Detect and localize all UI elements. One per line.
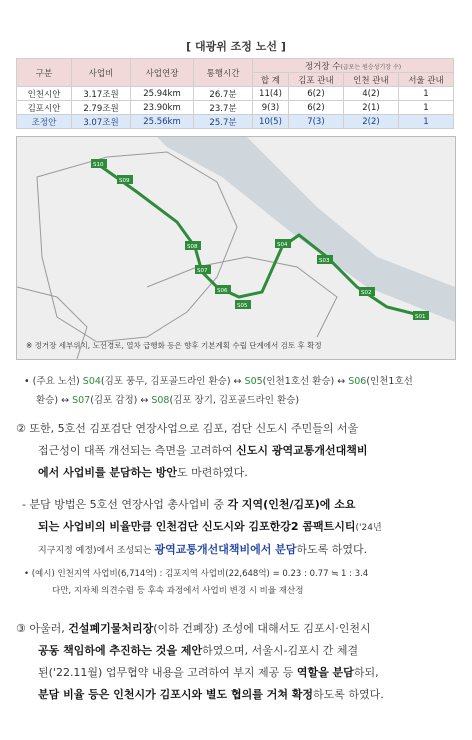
cell-total: 10(5): [253, 115, 289, 129]
cell-incheon: 2(2): [343, 115, 398, 129]
cell-incheon: 2(1): [343, 101, 398, 115]
cell-seoul: 1: [398, 115, 453, 129]
para4-text-2: (이하 건폐장) 조성에 대해서도 김포시·인천시: [153, 622, 371, 635]
paragraph-4: [16, 618, 456, 706]
col-header-seoul: 서울 관내: [398, 73, 453, 87]
para4-bold-2: 공동 책임하에 추진하는 것을 제안: [38, 644, 203, 657]
para3-line-3: [16, 539, 456, 562]
station-s04: [275, 239, 291, 248]
svg-text:S04: S04: [277, 242, 288, 248]
route-s06: S06: [348, 376, 367, 387]
cell-cost: 2.79조원: [72, 101, 131, 115]
cell-gimpo: 6(2): [288, 101, 343, 115]
map-note: ※ 정거장 세부위치, 노선경로, 열차 급행화 등은 향후 기본계획 수립 단계에서 검토 후 확정: [26, 341, 322, 350]
para3-text: - 분담 방법은 5호선 연장사업 총사업비 중: [22, 498, 228, 511]
table-row: [17, 101, 454, 115]
cell-cost: 3.17조원: [72, 87, 131, 101]
col-header-time: 통행시간: [194, 59, 253, 87]
stations-label: 정거장 수: [304, 61, 341, 72]
col-header-gimpo: 김포 관내: [288, 73, 343, 87]
para2-line-1: ② 또한, 5호선 김포검단 연장사업으로 김포, 검단 신도시 주민들의 서울: [16, 422, 359, 435]
cell-total: 11(4): [253, 87, 289, 101]
cell-time: 25.7분: [194, 115, 253, 129]
para3-bold: 각 지역(인천/김포)에 소요: [227, 498, 356, 511]
para3-line-1: [16, 494, 456, 516]
para4-text-5: 하되,: [353, 666, 379, 679]
svg-text:S03: S03: [319, 258, 330, 264]
para4-text-4: 된('22.11월) 업무협약 내용을 고려하여 부지 제공 등: [38, 666, 297, 679]
svg-text:S07: S07: [197, 268, 208, 274]
para3-text-2: ('24년: [355, 523, 382, 533]
route-map: [16, 136, 456, 360]
routes-line-1: [24, 372, 454, 391]
route-map-svg: [17, 137, 455, 359]
cell-name: 김포시안: [17, 101, 72, 115]
col-header-cost: 사업비: [72, 59, 131, 87]
para4-bold-3: 역할을 분담: [296, 666, 354, 679]
svg-text:S10: S10: [93, 162, 104, 168]
para2-text: 접근성이 대폭 개선되는 측면을 고려하여: [38, 444, 237, 457]
cell-cost: 3.07조원: [72, 115, 131, 129]
station-s02: [359, 287, 375, 296]
cell-seoul: 1: [398, 87, 453, 101]
cell-name: 인천시안: [17, 87, 72, 101]
routes-label: • (주요 노선): [24, 376, 83, 387]
station-s03: [317, 255, 333, 264]
col-header-total: 합 계: [253, 73, 289, 87]
svg-text:S09: S09: [119, 178, 130, 184]
cell-length: 25.94km: [131, 87, 194, 101]
station-s05: [235, 300, 251, 309]
para4-line-3: [16, 662, 456, 684]
example-line-1: • (예시) 인천지역 사업비(6,714억) : 김포지역 사업비(22,648억) = 0.23 : 0.77 ≒ 1 : 3.4: [24, 569, 369, 579]
station-s07: [195, 265, 211, 274]
cell-time: 23.7분: [194, 101, 253, 115]
para4-text-3: 하였으며, 서울시-김포시 간 체결: [202, 644, 359, 657]
cell-gimpo: 7(3): [288, 115, 343, 129]
col-header-length: 사업연장: [131, 59, 194, 87]
stations-note: (급포는 원승성기장 수): [340, 63, 402, 71]
station-s09: [117, 175, 133, 184]
para3-blue: 광역교통개선대책비에서 분담: [154, 543, 297, 556]
table-row-highlighted: [17, 115, 454, 129]
para2-bold: 신도시 광역교통개선대책비: [236, 444, 368, 457]
para2-line-2: [16, 440, 456, 462]
main-routes: [24, 372, 454, 410]
para2-line-3: [16, 462, 456, 484]
para2-bold-2: 에서 사업비를 분담하는 방안: [38, 466, 177, 479]
section-title: [ 대광위 조정 노선 ]: [186, 40, 286, 53]
para2-text-2: 도 마련하였다.: [177, 466, 248, 479]
cell-total: 9(3): [253, 101, 289, 115]
para3-bold-2: 되는 사업비의 비율만큼 인천검단 신도시와 김포한강2 콤팩트시티: [38, 520, 356, 533]
col-header-incheon: 인천 관내: [343, 73, 398, 87]
paragraph-2: [16, 418, 456, 484]
cell-name: 조정안: [17, 115, 72, 129]
route-s04: S04: [82, 376, 101, 387]
routes-line-2: [24, 391, 454, 410]
route-s04-desc: (김포 풍무, 김포골드라인 환승) ↔: [100, 376, 245, 387]
para4-bold: 건설폐기물처리장: [68, 622, 154, 635]
para4-line-2: [16, 640, 456, 662]
svg-text:S08: S08: [187, 244, 198, 250]
svg-text:S05: S05: [237, 303, 248, 309]
cell-time: 26.7분: [194, 87, 253, 101]
para4-line-1: [16, 618, 456, 640]
route-s08-desc: (김포 장기, 김포골드라인 환승): [169, 395, 300, 406]
col-header-stations: [253, 59, 454, 73]
district-boundary: [37, 152, 237, 342]
route-s05-desc: (인천1호선 환승) ↔: [262, 376, 349, 387]
para4-line-4: [16, 684, 456, 706]
para3-text-4: 하도록 하였다.: [296, 543, 368, 556]
table-row: [17, 87, 454, 101]
cell-incheon: 4(2): [343, 87, 398, 101]
svg-text:S01: S01: [415, 314, 426, 320]
station-s10: [91, 159, 107, 168]
table-header-row: [17, 59, 454, 73]
cell-length: 23.90km: [131, 101, 194, 115]
col-header-category: 구분: [17, 59, 72, 87]
para4-text-6: 하도록 하였다.: [313, 688, 384, 701]
route-s07-desc: (김포 감정) ↔: [90, 395, 152, 406]
route-s05: S05: [244, 376, 263, 387]
route-comparison-table: [16, 58, 454, 129]
cell-seoul: 1: [398, 101, 453, 115]
para4-bold-4: 분담 비율 등은 인천시가 김포시와 별도 협의를 거쳐 확정: [38, 688, 314, 701]
example-note: [24, 566, 454, 600]
station-s06: [215, 285, 231, 294]
cell-length: 25.56km: [131, 115, 194, 129]
paragraph-3: [16, 494, 456, 562]
example-line-2: 다만, 지자체 의견수렴 등 후속 과정에서 사업비 변경 시 비율 재산정: [52, 586, 304, 596]
para4-text: ③ 아울러,: [16, 622, 69, 635]
para3-text-3: 지구지정 예정)에서 조성되는: [38, 546, 155, 556]
para3-line-2: [16, 516, 456, 539]
route-s06-desc: (인천1호선: [366, 376, 413, 387]
route-s06-desc-cont: 환승) ↔: [36, 395, 73, 406]
station-s01: [413, 311, 429, 320]
route-s08: S08: [151, 395, 170, 406]
route-s07: S07: [72, 395, 91, 406]
svg-text:S06: S06: [217, 288, 228, 294]
svg-text:S02: S02: [361, 290, 372, 296]
cell-gimpo: 6(2): [288, 87, 343, 101]
station-s08: [185, 241, 201, 250]
